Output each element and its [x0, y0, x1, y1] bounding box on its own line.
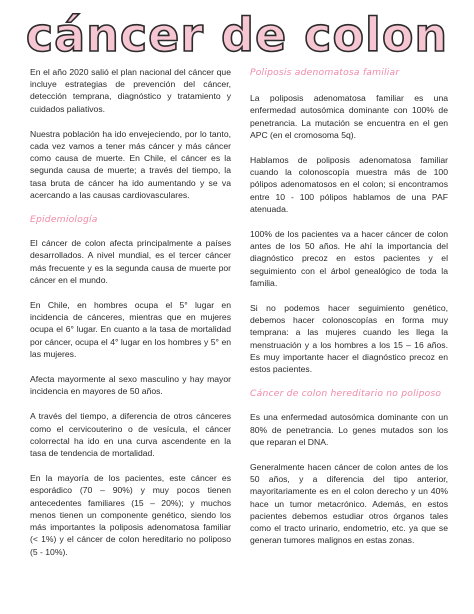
paragraph-world: El cáncer de colon afecta principalmente a países desarrollados. A nivel mundial, es el tercer cáncer más frecuente y es la segunda causa de muerte por cáncer en el mundo. — [30, 238, 231, 285]
right-column — [250, 66, 448, 560]
paragraph-intro: En el año 2020 salió el plan nacional del cáncer que incluye estrategias de prevención del cáncer, detección temprana, diagnóstico y tratamiento y cuidados paliativos. — [30, 67, 231, 114]
paragraph-population: Nuestra población ha ido envejeciendo, por lo tanto, cada vez vamos a tener más cáncer y más cáncer como causa de muerte. En Chile, el cáncer es la segunda causa de muerte; a través del tiempo, la tasa bruta de cáncer ha ido aumentando y se va acercando a las causas cardiovasculares. — [30, 128, 231, 200]
paragraph-paf-polyps: Hablamos de poliposis adenomatosa familiar cuando la colonoscopía muestra más de 100 pólipos adenomatosos en el colon; si encontramos entre 10 - 100 pólipos hablamos de una PAF atenuada. — [250, 155, 448, 214]
title-banner — [0, 6, 474, 64]
paragraph-trend: A través del tiempo, a diferencia de otros cánceres como el cervicouterino o de vesícula, el cáncer colorrectal ha ido en una curva ascendente en la tasa de tendencia de mortalidad. — [30, 411, 231, 459]
paragraph-sporadic: En la mayoría de los pacientes, este cáncer es esporádico (70 – 90%) y muy pocos tienen antecedentes familiares (15 – 20%); y muchos menos tienen un componente genético, siendo los más importantes la poliposis adenomatosa familiar (< 1%) y el cáncer de colon hereditario no poliposo (5 - 10%). — [30, 473, 231, 557]
left-column — [30, 66, 231, 571]
heading-paf: Poliposis adenomatosa familiar — [250, 67, 400, 78]
paragraph-paf-diagnosis: 100% de los pacientes va a hacer cáncer de colon antes de los 50 años. He ahí la importancia del diagnóstico precoz en estos pacientes y el seguimiento con el árbol genealógico de toda la familia. — [250, 229, 448, 288]
paragraph-hnpcc-features: Generalmente hacen cáncer de colon antes de los 50 años, y a diferencia del tipo anterior, mayoritariamente es en el colon derecho y un 40% hace un tumor metacrónico. Además, en estos pacientes debemos estudiar otros órganos tales como el tracto urinario, endometrio, etc. ya que se generan tumores malignos en estas zonas. — [250, 462, 448, 546]
heading-epidemiologia: Epidemiología — [30, 214, 98, 226]
paragraph-chile: En Chile, en hombres ocupa el 5° lugar en incidencia de cánceres, mientras que en mujeres ocupa el 6° lugar. En cuanto a la tasa de mortalidad por cáncer, ocupa el 4° lugar en los hombres y 5° en las mujeres. — [30, 300, 231, 359]
paragraph-sex: Afecta mayormente al sexo masculino y hay mayor incidencia en mayores de 50 años. — [30, 374, 231, 397]
paragraph-hnpcc-definition: Es una enfermedad autosómica dominante con un 80% de penetrancia. Lo genes mutados son los que reparan el DNA. — [250, 412, 448, 447]
paragraph-paf-screening: Si no podemos hacer seguimiento genético, debemos hacer colonoscopías en forma muy temprana: a las mujeres cuando les llega la menstruación y a los hombres a los 15 – 16 años. Es muy importante hacer el diagnóstico precoz en estos pacientes. — [250, 303, 448, 375]
page-title: cáncer de colon — [25, 8, 449, 62]
heading-hnpcc: Cáncer de colon hereditario no poliposo — [250, 388, 442, 400]
paragraph-paf-definition: La poliposis adenomatosa familiar es una enfermedad autosómica dominante con 100% de penetrancia. La mutación se encuentra en el gen APC (en el cromosoma 5q). — [250, 93, 448, 140]
